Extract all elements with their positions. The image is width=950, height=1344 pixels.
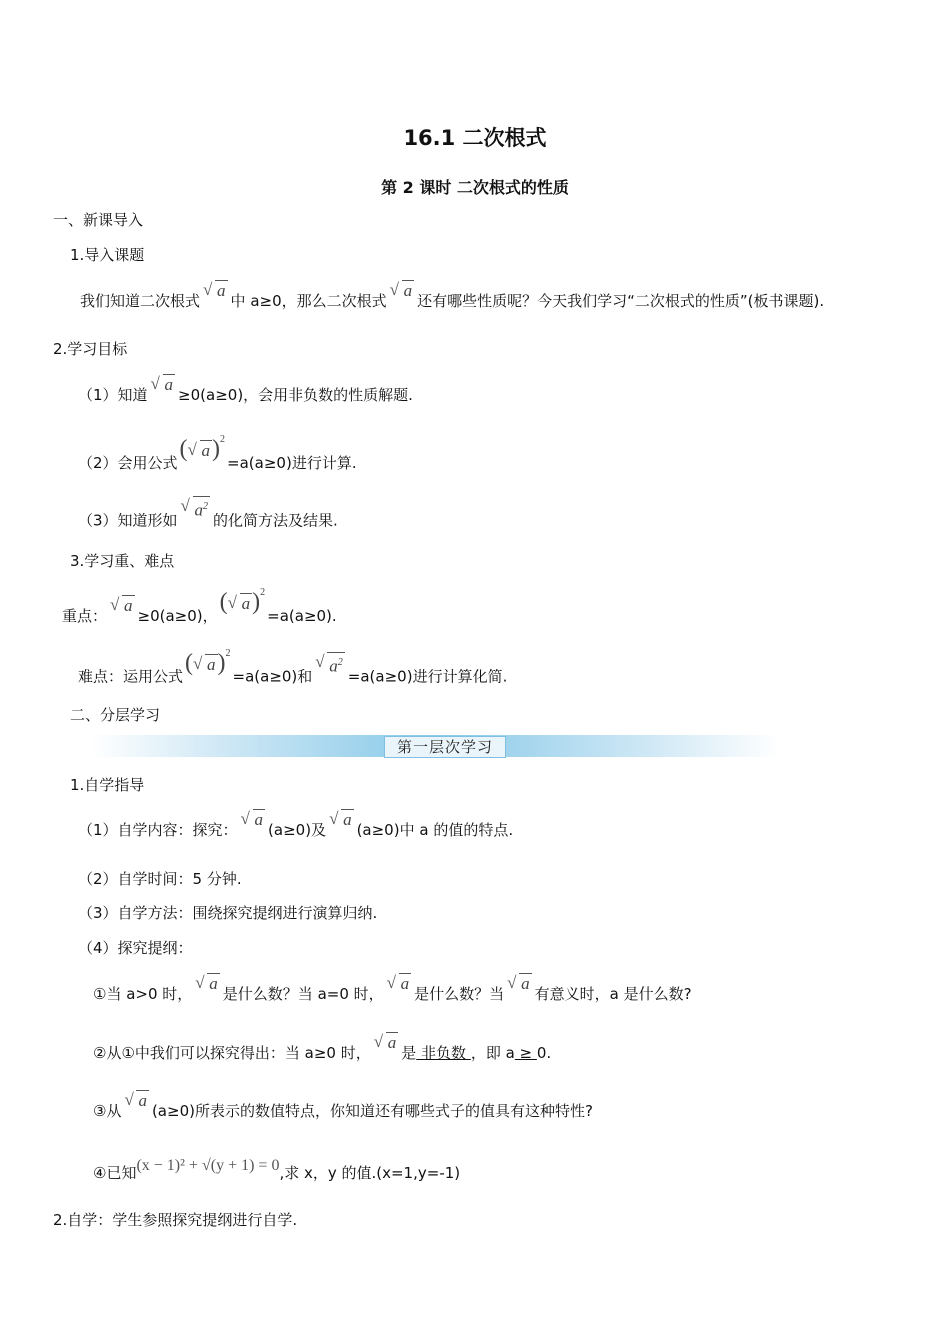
self-study-content (78, 809, 514, 840)
sqrt-a-square-icon: √ $a^2$ (315, 652, 343, 676)
sqrt-a-icon: √ a (373, 1032, 397, 1052)
question-3-text-1: ③从 (93, 1102, 122, 1120)
sqrt-a-squared-icon: ( √ a)$^2$ (179, 434, 226, 462)
difficult-point-label: 难点：运用公式 (78, 667, 184, 686)
intro-text-2: 中 (230, 292, 246, 310)
question-3-text-2: (a≥0)所表示的数值特点，你知道还有哪些式子的值具有这种特性? (151, 1102, 593, 1120)
subheading-goals: 2.学习目标 (53, 340, 128, 358)
section-heading-intro: 一、新课导入 (53, 211, 144, 229)
self-study-content-text-3: a 的值的特点. (419, 821, 514, 839)
question-1-text-1: ①当 a>0 时， (93, 985, 193, 1003)
sqrt-a-icon: √ a (389, 280, 413, 300)
sqrt-a-icon: √ a (386, 973, 410, 993)
intro-text-1: 我们知道二次根式 (80, 292, 201, 310)
sqrt-a-icon: √ a (240, 809, 264, 829)
key-point (62, 587, 337, 627)
key-point-label: 重点： (62, 607, 108, 625)
key-point-text-1: ≥0(a≥0)， (137, 607, 218, 625)
key-point-text-2: =a(a≥0). (267, 607, 337, 625)
intro-paragraph (80, 280, 825, 311)
question-4-text-2: ,求 x，y 的值.(x=1,y=-1) (279, 1164, 461, 1182)
goal-2 (78, 434, 357, 474)
question-1 (93, 973, 692, 1004)
self-study-content-text-1: (a≥0)及 (268, 821, 327, 839)
self-study-method: （3）自学方法：围绕探究提纲进行演算归纳. (78, 904, 378, 922)
question-2 (93, 1032, 552, 1063)
self-study-outline-heading: （4）探究提纲： (78, 939, 193, 957)
sqrt-a-icon: √ a (150, 374, 174, 394)
intro-text-3: a≥0，那么二次根式 (250, 292, 387, 310)
self-study-instruction: 2.自学：学生参照探究提纲进行自学. (53, 1211, 298, 1229)
goal-2-text: =a(a≥0)进行计算. (227, 454, 357, 472)
question-4-formula: (x − 1)² + √(y + 1) = 0 (136, 1157, 280, 1174)
page-subtitle: 第 2 课时 二次根式的性质 (381, 178, 569, 197)
question-1-text-2: 是什么数？当 a=0 时， (222, 985, 384, 1003)
sqrt-a-square-icon: √ $a^2$ (180, 496, 209, 520)
sqrt-a-squared-icon: ( √ a)$^2$ (185, 647, 231, 676)
goal-1-text: ≥0(a≥0)，会用非负数的性质解题. (178, 386, 413, 404)
self-study-time: （2）自学时间：5 分钟. (78, 870, 242, 888)
goal-3-prefix: （3）知道形如 (78, 511, 178, 530)
intro-text-4: 还有哪些性质呢？今天我们学习“二次根式的性质”(板书课题). (417, 292, 825, 310)
question-2-text-1: ②从①中我们可以探究得出：当 a≥0 时， (93, 1044, 371, 1062)
goal-2-prefix: （2）会用公式 (78, 454, 178, 472)
page-title: 16.1 二次根式 (403, 126, 547, 150)
difficult-point (78, 647, 508, 688)
goal-1 (78, 374, 413, 405)
question-4-text-1: ④已知 (93, 1164, 137, 1182)
sqrt-a-icon: √ a (329, 809, 352, 829)
question-3 (93, 1090, 593, 1121)
sqrt-a-icon: √ a (124, 1090, 147, 1110)
subheading-topic: 1.导入课题 (70, 246, 145, 264)
subheading-self-study-guide: 1.自学指导 (70, 776, 145, 794)
question-2-text-4: 0. (536, 1044, 552, 1062)
sqrt-a-icon: √ a (110, 595, 133, 615)
goal-1-prefix: （1）知道 (78, 386, 148, 404)
section-banner-label: 第一层次学习 (384, 736, 506, 758)
question-2-text-2: 是 (401, 1044, 417, 1062)
question-2-text-3: ，即 a (470, 1044, 515, 1062)
self-study-content-label: （1）自学内容：探究： (78, 821, 238, 839)
sqrt-a-icon: √ a (203, 280, 226, 300)
self-study-content-text-2: (a≥0)中 (356, 821, 415, 839)
question-2-answer-2: ≥ (514, 1044, 537, 1062)
difficult-point-text-1: =a(a≥0)和 (232, 667, 313, 686)
section-heading-layered: 二、分层学习 (70, 706, 161, 724)
difficult-point-text-2: =a(a≥0)进行计算化简. (347, 667, 508, 686)
question-2-answer-1: 非负数 (416, 1044, 471, 1062)
sqrt-a-squared-icon: ( √ a)$^2$ (219, 587, 266, 615)
goal-3 (78, 496, 338, 531)
sqrt-a-icon: √ a (507, 973, 530, 993)
question-4 (93, 1157, 461, 1184)
question-1-text-3: 是什么数？当 (414, 985, 505, 1003)
goal-3-text: 的化简方法及结果. (213, 511, 338, 530)
sqrt-a-icon: √ a (195, 973, 218, 993)
subheading-key-points: 3.学习重、难点 (70, 552, 175, 570)
question-1-text-4: 有意义时，a 是什么数? (534, 985, 692, 1003)
